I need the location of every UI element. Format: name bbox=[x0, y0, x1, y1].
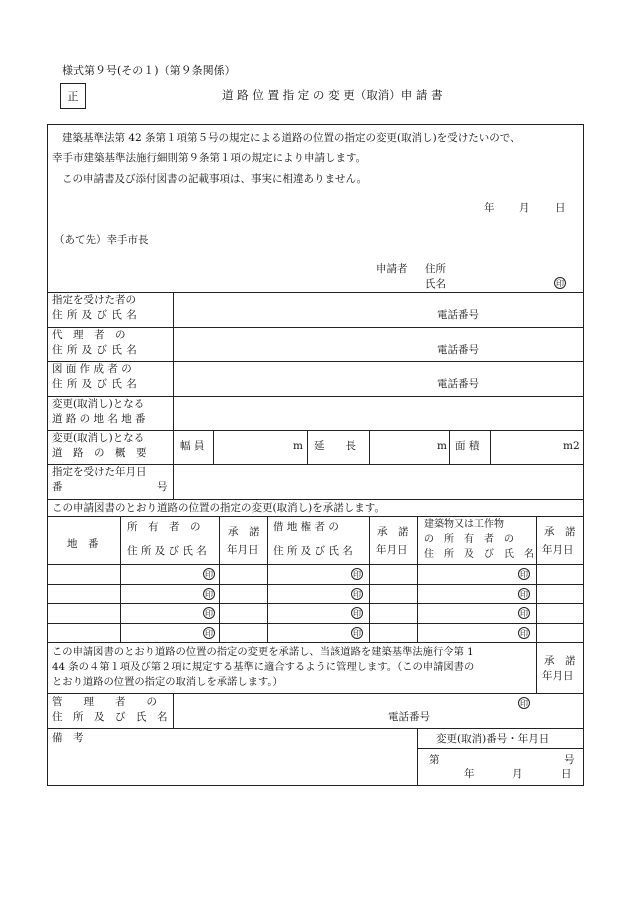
designee-label-2: 住 所 及 び 氏 名 bbox=[52, 309, 138, 321]
change-year: 年 bbox=[464, 768, 475, 780]
manager-text-1: この申請図書のとおり道路の位置の指定の変更を承諾し、当該道路を建築基準法施行令第 1 bbox=[52, 646, 474, 658]
area-label: 面 積 bbox=[455, 440, 480, 452]
width-label: 幅 員 bbox=[180, 440, 205, 452]
date-month: 月 bbox=[519, 202, 530, 214]
lot-label-1: 変更(取消し)となる bbox=[52, 398, 145, 410]
drafter-label-1: 図 面 作 成 者 の bbox=[52, 363, 132, 375]
copy-label-box bbox=[60, 83, 86, 109]
manager-text-3: とおり道路の位置の指定の取消しを承諾します。） bbox=[52, 676, 283, 688]
manager-phone-label: 電話番号 bbox=[388, 711, 430, 723]
form-number: 様式第９号(その１)（第９条関係） bbox=[62, 64, 236, 77]
addressee: （あて先）幸手市長 bbox=[54, 234, 149, 246]
date-year: 年 bbox=[484, 202, 495, 214]
col-lease-date-2: 年月日 bbox=[376, 544, 408, 556]
manager-label-1: 管 理 者 の bbox=[52, 696, 157, 708]
consent-intro: この申請図書のとおり道路の位置の指定の変更(取消し)を承諾します。 bbox=[52, 502, 385, 514]
agent-label-2: 住 所 及 び 氏 名 bbox=[52, 344, 138, 356]
agent-label-1: 代 理 者 の bbox=[52, 329, 126, 341]
owner-seal-1: 印 bbox=[205, 570, 213, 579]
owner-seal-3: 印 bbox=[205, 609, 213, 618]
remarks-label: 備 考 bbox=[52, 732, 84, 744]
date-day: 日 bbox=[555, 202, 566, 214]
overview-label-1: 変更(取消し)となる bbox=[52, 432, 145, 444]
owner-seal-4: 印 bbox=[205, 629, 213, 638]
copy-label: 正 bbox=[67, 90, 79, 103]
date-label-2a: 番 bbox=[52, 481, 63, 493]
col-building-date-1: 承 諾 bbox=[544, 526, 576, 538]
col-lease-header-1: 借 地 権 者 の bbox=[273, 521, 339, 533]
owner-seal-2: 印 bbox=[205, 590, 213, 599]
designee-phone-label: 電話番号 bbox=[437, 309, 479, 321]
designee-label-1: 指定を受けた者の bbox=[52, 294, 136, 306]
intro-line-2: 幸手市建築基準法施行細則第９条第１項の規定により申請します。 bbox=[52, 152, 367, 164]
col-lease-header-2: 住 所 及 び 氏 名 bbox=[273, 545, 353, 557]
manager-label-2: 住 所 及 び 氏 名 bbox=[52, 711, 168, 723]
building-seal-3: 印 bbox=[520, 609, 528, 618]
col-lot-header: 地 番 bbox=[67, 538, 99, 550]
col-building-date-2: 年月日 bbox=[542, 544, 574, 556]
applicant-address-label: 住所 bbox=[425, 263, 446, 275]
change-day: 日 bbox=[561, 768, 572, 780]
change-number-prefix: 第 bbox=[429, 754, 440, 766]
length-label: 延 長 bbox=[314, 440, 356, 452]
manager-date-1: 承 諾 bbox=[544, 655, 576, 667]
col-owner-date-2: 年月日 bbox=[227, 544, 259, 556]
overview-label-2: 道 路 の 概 要 bbox=[52, 447, 147, 459]
lease-seal-3: 印 bbox=[353, 609, 361, 618]
manager-date-2: 年月日 bbox=[542, 670, 574, 682]
lease-seal-1: 印 bbox=[353, 570, 361, 579]
intro-line-1: 建築基準法第 42 条第１項第５号の規定による道路の位置の指定の変更(取消し)を受けたいので、 bbox=[62, 132, 521, 144]
date-label-1: 指定を受けた年月日 bbox=[52, 466, 147, 478]
area-unit: m2 bbox=[563, 440, 580, 452]
lease-seal-2: 印 bbox=[353, 590, 361, 599]
width-unit: m bbox=[293, 440, 303, 452]
lot-label-2: 道 路 の 地 名 地 番 bbox=[52, 413, 146, 425]
col-lease-date-1: 承 諾 bbox=[377, 526, 409, 538]
drafter-label-2: 住 所 及 び 氏 名 bbox=[52, 378, 138, 390]
length-unit: m bbox=[437, 440, 447, 452]
date-label-2b: 号 bbox=[157, 481, 168, 493]
intro-line-3: この申請書及び添付図書の記載事項は、事実に相違ありません。 bbox=[62, 173, 368, 185]
manager-text-2: 44 条の４第１項及び第２項に規定する基準に適合するように管理します。（この申請図書の bbox=[52, 661, 475, 673]
applicant-name-label: 氏名 bbox=[425, 278, 446, 290]
change-number-header: 変更(取消)番号・年月日 bbox=[436, 733, 550, 745]
change-number-suffix: 号 bbox=[564, 754, 575, 766]
col-building-header-3: 住 所 及 び 氏 名 bbox=[424, 549, 534, 560]
manager-seal: 印 bbox=[520, 699, 528, 708]
page-title: 道 路 位 置 指 定 の 変 更（取消）申 請 書 bbox=[222, 88, 443, 102]
col-building-header-1: 建築物又は工作物 bbox=[424, 519, 504, 530]
building-seal-4: 印 bbox=[520, 629, 528, 638]
applicant-seal: 印 bbox=[556, 279, 564, 288]
drafter-phone-label: 電話番号 bbox=[437, 378, 479, 390]
building-seal-1: 印 bbox=[520, 570, 528, 579]
col-owner-date-1: 承 諾 bbox=[228, 526, 260, 538]
applicant-label: 申請者 bbox=[376, 263, 408, 275]
building-seal-2: 印 bbox=[520, 590, 528, 599]
col-owner-header-1: 所 有 者 の bbox=[127, 521, 201, 533]
col-building-header-2: の 所 有 者 の bbox=[424, 534, 514, 545]
change-month: 月 bbox=[512, 768, 523, 780]
col-owner-header-2: 住 所 及 び 氏 名 bbox=[127, 545, 207, 557]
lease-seal-4: 印 bbox=[353, 629, 361, 638]
agent-phone-label: 電話番号 bbox=[437, 344, 479, 356]
